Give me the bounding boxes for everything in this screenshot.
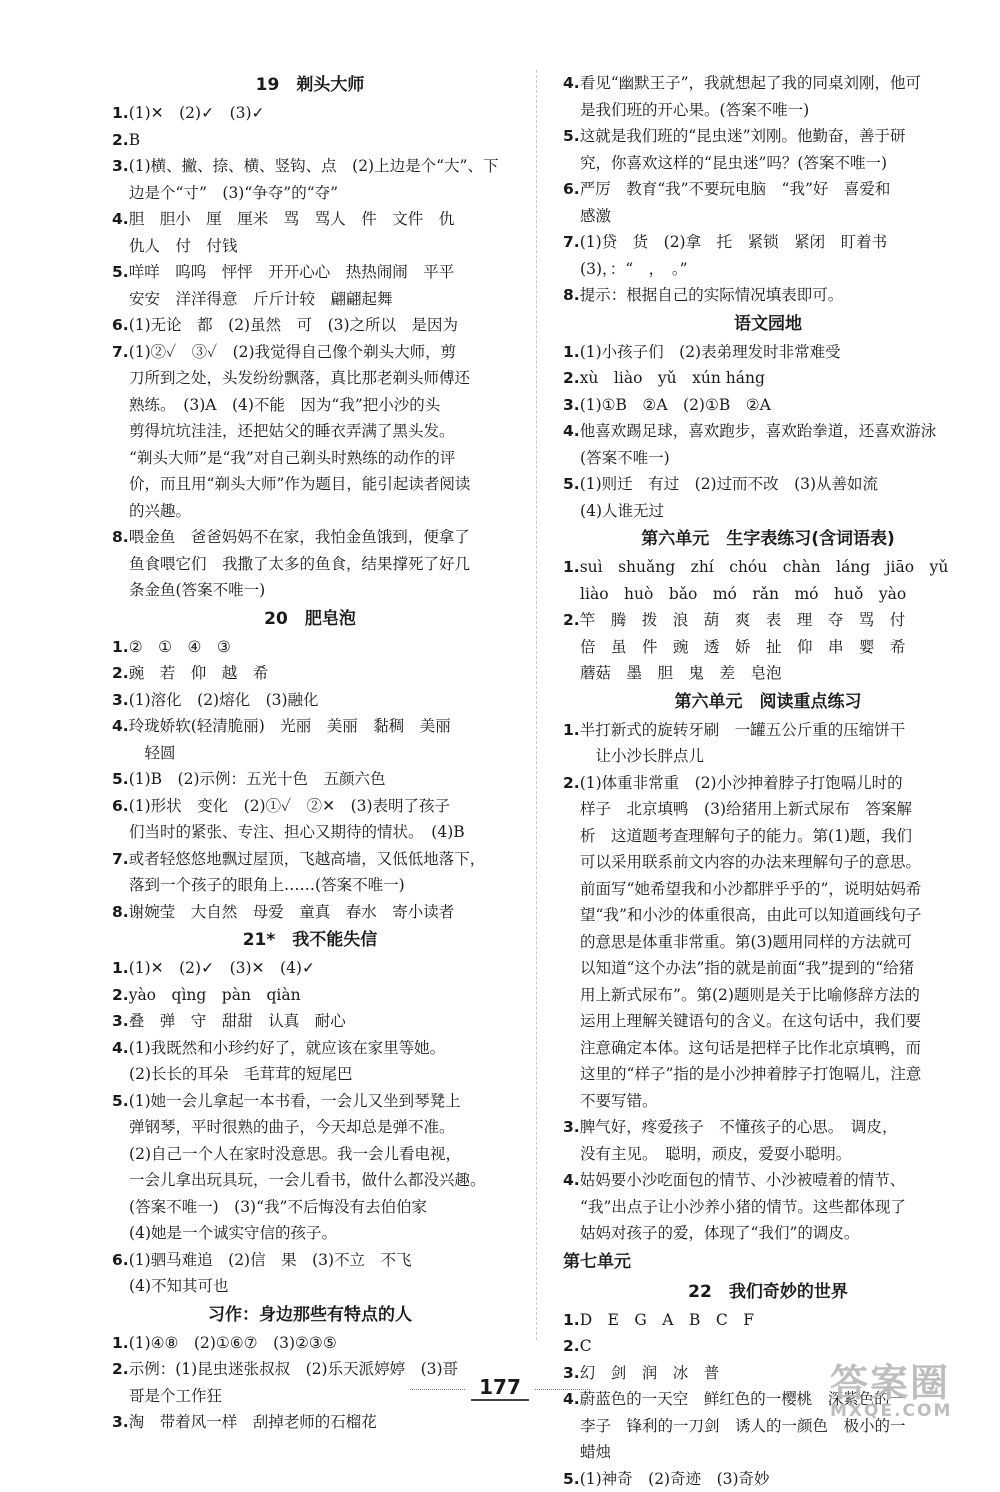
question-number: 3. <box>112 691 129 709</box>
answer-text: 或者轻悠悠地飘过屋顶，飞越高墙，又低低地落下， <box>129 850 486 868</box>
question-number: 6. <box>112 1251 129 1269</box>
right-column <box>563 70 973 1492</box>
answer-line <box>112 846 508 873</box>
answer-text: 们当时的紧张、专注、担心又期待的情状。 (4)B <box>129 823 465 841</box>
answer-text: 条金鱼(答案不唯一) <box>129 581 265 599</box>
answer-line <box>563 70 973 97</box>
question-number: 3. <box>563 1364 580 1382</box>
section-heading: 第六单元 生字表练习(含词语表) <box>563 524 973 554</box>
question-number: 2. <box>563 774 580 792</box>
answer-text: 谢婉莹 大自然 母爱 童真 春水 寄小读者 <box>129 903 455 921</box>
answer-line <box>112 687 508 714</box>
page-number-text: 177 <box>471 1375 529 1401</box>
section-heading: 语文园地 <box>563 309 973 339</box>
answer-text: 一会儿拿出玩具玩，一会儿看书，做什么都没兴趣。 <box>129 1171 486 1189</box>
answer-text: 倍 虽 件 豌 透 娇 扯 仰 串 婴 希 <box>580 638 906 656</box>
answer-text: (1)✕ (2)✓ (3)✕ (4)✓ <box>129 959 315 977</box>
watermark-sub: MXQE.COM <box>830 1401 995 1421</box>
answer-line <box>112 577 508 604</box>
answer-text: (2)自己一个人在家时没意思。我一会儿看电视， <box>129 1145 461 1163</box>
answer-text: (1)溶化 (2)熔化 (3)融化 <box>129 691 319 709</box>
section-heading: 22 我们奇妙的世界 <box>563 1277 973 1307</box>
question-number: 5. <box>112 1092 129 1110</box>
answer-text: 姑妈要小沙吃面包的情节、小沙被噎着的情节、 <box>580 1171 906 1189</box>
answer-text: (1)驷马难追 (2)信 果 (3)不立 不飞 <box>129 1251 412 1269</box>
answer-line <box>563 1008 973 1035</box>
answer-text: liào huò bǎo mó rǎn mó huǒ yào <box>580 585 906 603</box>
answer-line <box>112 1035 508 1062</box>
answer-line <box>112 1167 508 1194</box>
answer-line <box>563 1114 973 1141</box>
answer-text: 竿 腾 拨 浪 葫 爽 表 理 夺 骂 付 <box>580 611 906 629</box>
section-heading: 第六单元 阅读重点练习 <box>563 687 973 717</box>
answer-line <box>112 180 508 207</box>
answer-text: 这就是我们班的“昆虫迷”刘刚。他勤奋，善于研 <box>580 127 906 145</box>
answer-text: (4)不知其可也 <box>129 1277 228 1295</box>
answer-text: (1)✕ (2)✓ (3)✓ <box>129 104 265 122</box>
answer-line <box>112 819 508 846</box>
question-number: 2. <box>112 664 129 682</box>
answer-line <box>112 1061 508 1088</box>
question-number: 4. <box>563 1171 580 1189</box>
answer-line <box>112 524 508 551</box>
question-number: 4. <box>112 1039 129 1057</box>
answer-text: 前面写“她希望我和小沙都胖乎乎的”，说明姑妈希 <box>580 880 921 898</box>
answer-text: 安安 洋洋得意 斤斤计较 翩翩起舞 <box>129 290 393 308</box>
answer-line <box>112 312 508 339</box>
answer-line <box>563 1220 973 1247</box>
answer-text: 仇人 付 付钱 <box>129 237 238 255</box>
answer-text: 边是个“寸” (3)“争夺”的“夺” <box>129 184 338 202</box>
question-number: 8. <box>112 528 129 546</box>
answer-line <box>563 1466 973 1492</box>
question-number: 4. <box>112 717 129 735</box>
answer-text: 析 这道题考查理解句子的能力。第(1)题，我们 <box>580 827 912 845</box>
answer-text: 脾气好，疼爱孩子 不懂孩子的心思。 调皮， <box>580 1118 898 1136</box>
answer-line <box>563 471 973 498</box>
answer-text: C <box>580 1337 592 1355</box>
question-number: 1. <box>563 558 580 576</box>
answer-text: 他喜欢踢足球，喜欢跑步，喜欢跆拳道，还喜欢游泳 <box>580 422 937 440</box>
answer-text: 玲珑娇软(轻清脆丽) 光丽 美丽 黏稠 美丽 <box>129 717 451 735</box>
answer-line <box>563 796 973 823</box>
answer-line <box>563 849 973 876</box>
answer-text: 蘑菇 墨 胆 鬼 差 皂泡 <box>580 664 782 682</box>
answer-text: 轻圆 <box>129 744 176 762</box>
answer-text: 胆 胆小 厘 厘米 骂 骂人 件 文件 仇 <box>129 210 455 228</box>
question-number: 1. <box>563 721 580 739</box>
answer-line <box>563 339 973 366</box>
question-number: 3. <box>563 396 580 414</box>
answer-text: (4)人谁无过 <box>580 502 664 520</box>
question-number: 5. <box>563 1470 580 1488</box>
answer-text: 示例：(1)昆虫迷张叔叔 (2)乐天派婷婷 (3)哥 <box>129 1360 458 1378</box>
answer-line <box>112 872 508 899</box>
answer-line <box>563 581 973 608</box>
answer-line <box>563 660 973 687</box>
answer-text: “我”出点子让小沙养小猪的情节。这些都体现了 <box>580 1198 906 1216</box>
answer-text: (3)，：“ ， 。” <box>580 260 688 278</box>
question-number: 2. <box>563 369 580 387</box>
answer-text: 严厉 教育“我”不要玩电脑 “我”好 喜爱和 <box>580 180 891 198</box>
question-number: 2. <box>563 611 580 629</box>
answer-text: 李子 锋利的一刀剑 诱人的一颜色 极小的一 <box>580 1417 906 1435</box>
answer-text: (1)我既然和小珍约好了，就应该在家里等她。 <box>129 1039 445 1057</box>
answer-line <box>112 1088 508 1115</box>
answer-text: 喂金鱼 爸爸妈妈不在家，我怕金鱼饿到，便拿了 <box>129 528 470 546</box>
answer-text: 究，你喜欢这样的“昆虫迷”吗？(答案不唯一) <box>580 154 887 172</box>
left-column <box>112 70 508 1436</box>
watermark-logo <box>830 1352 995 1417</box>
question-number: 5. <box>112 770 129 788</box>
answer-line <box>112 1330 508 1357</box>
answer-line <box>112 471 508 498</box>
question-number: 8. <box>563 286 580 304</box>
answer-text: (1)形状 变化 (2)①✓ ②✕ (3)表明了孩子 <box>129 797 450 815</box>
answer-line <box>563 743 973 770</box>
answer-text: 价，而且用“剃头大师”作为题目，能引起读者阅读 <box>129 475 470 493</box>
question-number: 3. <box>112 157 129 175</box>
answer-text: 这里的“样子”指的是小沙抻着脖子打饱嗝儿，注意 <box>580 1065 921 1083</box>
section-heading: 19 剃头大师 <box>112 70 508 100</box>
answer-line <box>112 445 508 472</box>
answer-line <box>563 282 973 309</box>
answer-line <box>112 1220 508 1247</box>
answer-line <box>563 418 973 445</box>
answer-text: yào qìng pàn qiàn <box>129 986 301 1004</box>
answer-line <box>563 823 973 850</box>
answer-text: (1)B (2)示例：五光十色 五颜六色 <box>129 770 386 788</box>
answer-line <box>563 770 973 797</box>
answer-line <box>563 876 973 903</box>
question-number: 8. <box>112 903 129 921</box>
answer-line <box>112 766 508 793</box>
question-number: 5. <box>563 475 580 493</box>
question-number: 2. <box>112 986 129 1004</box>
answer-text: 感激 <box>580 207 611 225</box>
answer-text: 不要写错。 <box>580 1092 658 1110</box>
question-number: 4. <box>563 1390 580 1408</box>
section-heading: 习作：身边那些有特点的人 <box>112 1300 508 1330</box>
question-number: 3. <box>112 1413 129 1431</box>
answer-text: 的兴趣。 <box>129 502 191 520</box>
answer-text: 姑妈对孩子的爱，体现了“我们”的调皮。 <box>580 1224 859 1242</box>
answer-line <box>112 740 508 767</box>
answer-text: 望“我”和小沙的体重很高，由此可以知道画线句子 <box>580 906 921 924</box>
question-number: 2. <box>112 1360 129 1378</box>
answer-text: 落到一个孩子的眼角上……(答案不唯一) <box>129 876 405 894</box>
answer-line <box>112 1273 508 1300</box>
question-number: 2. <box>563 1337 580 1355</box>
answer-text: (1)横、撇、捺、横、竖钩、点 (2)上边是个“大”、下 <box>129 157 499 175</box>
answer-line <box>563 1194 973 1221</box>
answer-text: 淘 带着风一样 刮掉老师的石榴花 <box>129 1413 377 1431</box>
answer-line <box>563 1141 973 1168</box>
answer-text: (1)④⑧ (2)①⑥⑦ (3)②③⑤ <box>129 1334 337 1352</box>
answer-line <box>563 1061 973 1088</box>
answer-line <box>563 498 973 525</box>
answer-text: 豌 若 仰 越 希 <box>129 664 269 682</box>
answer-text: (1)她一会儿拿起一本书看，一会儿又坐到琴凳上 <box>129 1092 461 1110</box>
answer-line <box>563 176 973 203</box>
answer-text: 样子 北京填鸭 (3)给猪用上新式尿布 答案解 <box>580 800 912 818</box>
answer-text: 弹钢琴，平时很熟的曲子，今天却总是弹不准。 <box>129 1118 455 1136</box>
answer-line <box>563 97 973 124</box>
answer-text: (1)则迁 有过 (2)过而不改 (3)从善如流 <box>580 475 878 493</box>
answer-line <box>112 1008 508 1035</box>
answer-text: 用上新式尿布”。第(2)题则是关于比喻修辞方法的 <box>580 986 920 1004</box>
answer-line <box>563 229 973 256</box>
answer-text: 可以采用联系前文内容的办法来理解句子的意思。 <box>580 853 921 871</box>
answer-text: 注意确定本体。这句话是把样子比作北京填鸭，而 <box>580 1039 921 1057</box>
answer-text: (1)②✓ ③✓ (2)我觉得自己像个剃头大师，剪 <box>129 343 456 361</box>
answer-text: (2)长长的耳朵 毛茸茸的短尾巴 <box>129 1065 352 1083</box>
answer-line <box>112 660 508 687</box>
answer-line <box>563 1035 973 1062</box>
answer-text: 叠 弹 守 甜甜 认真 耐心 <box>129 1012 346 1030</box>
answer-text: xù liào yǔ xún háng <box>580 369 765 387</box>
answer-text: ② ① ④ ③ <box>129 638 231 656</box>
answer-line <box>563 902 973 929</box>
answer-line <box>112 551 508 578</box>
question-number: 7. <box>112 343 129 361</box>
answer-text: 熟练。 (3)A (4)不能 因为“我”把小沙的头 <box>129 396 440 414</box>
answer-line <box>563 634 973 661</box>
question-number: 6. <box>112 316 129 334</box>
answer-text: (答案不唯一) <box>580 449 670 467</box>
answer-text: (1)贷 货 (2)拿 托 紧锁 紧闭 盯着书 <box>580 233 887 251</box>
answer-text: 剪得坑坑洼洼，还把姑父的睡衣弄满了黑头发。 <box>129 422 455 440</box>
answer-text: 半打新式的旋转牙刷 一罐五公斤重的压缩饼干 <box>580 721 906 739</box>
section-heading: 21* 我不能失信 <box>112 925 508 955</box>
answer-line <box>563 1307 973 1334</box>
answer-text: 的意思是体重非常重。第(3)题用同样的方法就可 <box>580 933 912 951</box>
answer-line <box>112 339 508 366</box>
answer-line <box>563 365 973 392</box>
answer-text: 鱼食喂它们 我撒了太多的鱼食，结果撑死了好几 <box>129 555 470 573</box>
answer-line <box>563 256 973 283</box>
answer-line <box>112 1409 508 1436</box>
answer-text: 刀所到之处，头发纷纷飘落，真比那老剃头师傅还 <box>129 369 470 387</box>
answer-line <box>112 365 508 392</box>
answer-line <box>112 259 508 286</box>
question-number: 7. <box>112 850 129 868</box>
question-number: 1. <box>112 638 129 656</box>
answer-line <box>563 929 973 956</box>
answer-line <box>112 1114 508 1141</box>
answer-text: 看见“幽默王子”，我就想起了我的同桌刘刚，他可 <box>580 74 921 92</box>
answer-text: 蜡烛 <box>580 1443 611 1461</box>
question-number: 1. <box>563 1311 580 1329</box>
answer-line <box>112 286 508 313</box>
question-number: 1. <box>112 1334 129 1352</box>
column-divider <box>536 70 537 1340</box>
answer-text: 蔚蓝色的一天空 鲜红色的一樱桃 深紫色的一 <box>580 1390 906 1408</box>
watermark-main: 答案圈 <box>830 1352 995 1407</box>
answer-text: (1)神奇 (2)奇迹 (3)奇妙 <box>580 1470 770 1488</box>
answer-line <box>112 392 508 419</box>
answer-text: (1)体重非常重 (2)小沙抻着脖子打饱嗝儿时的 <box>580 774 903 792</box>
answer-line <box>112 713 508 740</box>
answer-line <box>112 100 508 127</box>
answer-line <box>563 203 973 230</box>
question-number: 4. <box>563 74 580 92</box>
question-number: 1. <box>112 959 129 977</box>
answer-line <box>563 1167 973 1194</box>
answer-line <box>112 153 508 180</box>
answer-line <box>112 1194 508 1221</box>
answer-text: 没有主见。 聪明，顽皮，爱耍小聪明。 <box>580 1145 851 1163</box>
answer-text: D E G A B C F <box>580 1311 754 1329</box>
answer-line <box>112 127 508 154</box>
question-number: 7. <box>563 233 580 251</box>
answer-text: (1)无论 都 (2)虽然 可 (3)之所以 是因为 <box>129 316 458 334</box>
answer-text: 咩咩 呜呜 怦怦 开开心心 热热闹闹 平平 <box>129 263 455 281</box>
answer-line <box>112 1247 508 1274</box>
answer-line <box>112 793 508 820</box>
answer-text: B <box>129 131 140 149</box>
answer-line <box>563 607 973 634</box>
answer-text: “剃头大师”是“我”对自己剃头时熟练的动作的评 <box>129 449 455 467</box>
answer-line <box>112 498 508 525</box>
answer-text: 幻 剑 润 冰 普 <box>580 1364 720 1382</box>
question-number: 4. <box>112 210 129 228</box>
answer-line <box>112 233 508 260</box>
answer-line <box>112 418 508 445</box>
answer-text: (答案不唯一) (3)“我”不后悔没有去伯伯家 <box>129 1198 427 1216</box>
question-number: 3. <box>112 1012 129 1030</box>
question-number: 4. <box>563 422 580 440</box>
answer-text: 提示：根据自己的实际情况填表即可。 <box>580 286 844 304</box>
question-number: 1. <box>112 104 129 122</box>
question-number: 5. <box>112 263 129 281</box>
section-heading: 第七单元 <box>563 1247 973 1277</box>
answer-text: 以知道“这个办法”指的就是前面“我”提到的“给猪 <box>580 959 914 977</box>
answer-line <box>112 982 508 1009</box>
answer-text: (4)她是一个诚实守信的孩子。 <box>129 1224 337 1242</box>
answer-line <box>563 150 973 177</box>
answer-text: 运用上理解关键语句的含义。在这句话中，我们要 <box>580 1012 921 1030</box>
answer-line <box>112 634 508 661</box>
answer-line <box>112 955 508 982</box>
answer-line <box>563 1439 973 1466</box>
section-heading: 20 肥皂泡 <box>112 604 508 634</box>
question-number: 2. <box>112 131 129 149</box>
answer-text: (1)①B ②A (2)①B ②A <box>580 396 771 414</box>
answer-line <box>563 1088 973 1115</box>
question-number: 3. <box>563 1118 580 1136</box>
question-number: 5. <box>563 127 580 145</box>
answer-line <box>563 717 973 744</box>
answer-text: 是我们班的开心果。(答案不唯一) <box>580 101 809 119</box>
answer-text: suì shuǎng zhí chóu chàn láng jiāo yǔ <box>580 558 949 576</box>
answer-line <box>563 445 973 472</box>
answer-line <box>563 392 973 419</box>
answer-line <box>112 206 508 233</box>
answer-line <box>112 1141 508 1168</box>
answer-text: 让小沙长胖点儿 <box>580 747 704 765</box>
answer-line <box>563 123 973 150</box>
answer-line <box>563 982 973 1009</box>
answer-line <box>563 554 973 581</box>
question-number: 6. <box>112 797 129 815</box>
answer-text: 哥是个工作狂 <box>129 1387 222 1405</box>
question-number: 1. <box>563 343 580 361</box>
question-number: 6. <box>563 180 580 198</box>
answer-text: (1)小孩子们 (2)表弟理发时非常难受 <box>580 343 841 361</box>
answer-line <box>112 899 508 926</box>
answer-line <box>563 955 973 982</box>
